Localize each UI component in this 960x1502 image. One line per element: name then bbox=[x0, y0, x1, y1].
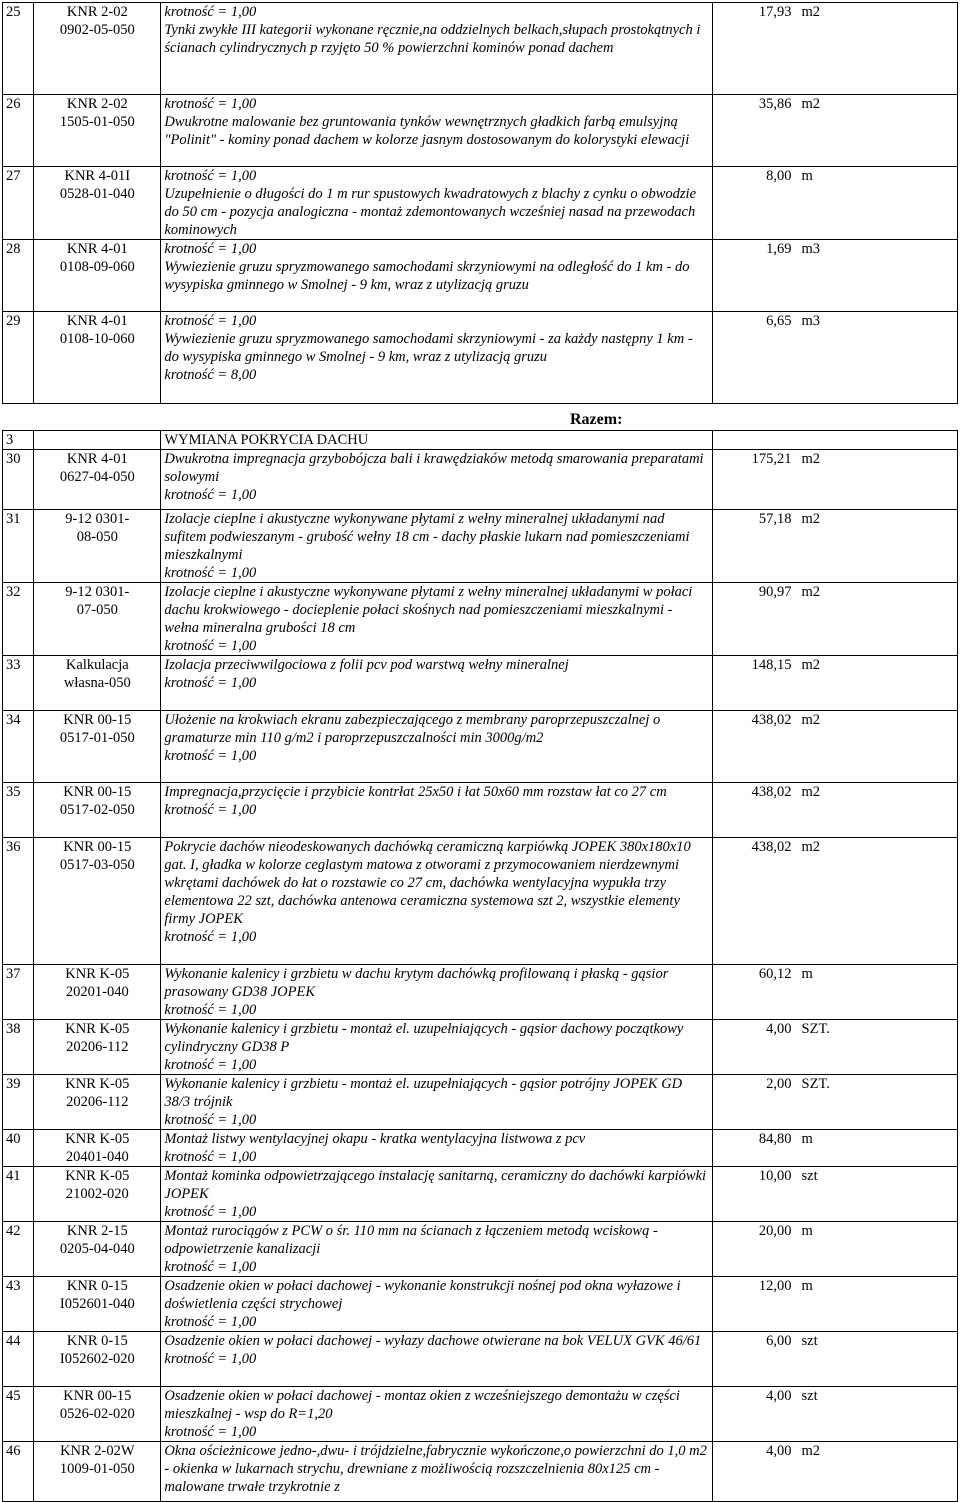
description bbox=[161, 1075, 712, 1130]
description-line: krotność = 1,00 bbox=[164, 168, 257, 184]
row-number: 39 bbox=[3, 1075, 34, 1130]
code-line: 20206-112 bbox=[66, 1094, 129, 1110]
unit: m bbox=[801, 1223, 813, 1239]
code-line: 20401-040 bbox=[65, 1149, 129, 1165]
quantity-cell bbox=[712, 510, 957, 583]
row-number: 41 bbox=[3, 1167, 34, 1222]
code-line: 07-050 bbox=[76, 602, 118, 618]
quantity-wrap bbox=[716, 1277, 954, 1295]
section-title: WYMIANA POKRYCIA DACHU bbox=[161, 431, 712, 450]
code-line: 1009-01-050 bbox=[59, 1461, 135, 1477]
description bbox=[161, 1130, 712, 1167]
unit: SZT. bbox=[801, 1021, 830, 1037]
position-code bbox=[34, 1277, 161, 1332]
table-row bbox=[3, 167, 958, 240]
code-line: 20206-112 bbox=[66, 1039, 129, 1055]
code-line: 0526-02-020 bbox=[59, 1406, 135, 1422]
description-line: Osadzenie okien w połaci dachowej - montaz okien z wcześniejszego demontażu w części mieszkalnej - wsp do R=1,20 bbox=[164, 1388, 680, 1422]
quantity: 84,80 bbox=[758, 1131, 792, 1147]
description-line: krotność = 1,00 bbox=[164, 1002, 257, 1018]
table-row bbox=[3, 1442, 958, 1502]
code-line: KNR 4-01 bbox=[66, 451, 128, 467]
table-row bbox=[3, 3, 958, 95]
razem-label: Razem: bbox=[570, 411, 623, 428]
table-row bbox=[3, 510, 958, 583]
code-line: I052601-040 bbox=[59, 1296, 135, 1312]
row-number: 34 bbox=[3, 711, 34, 783]
description-line: Montaż listwy wentylacyjnej okapu - kratka wentylacyjna listwowa z pcv bbox=[164, 1131, 586, 1147]
position-code bbox=[34, 1222, 161, 1277]
code-line: KNR 00-15 bbox=[63, 839, 132, 855]
quantity: 438,02 bbox=[751, 839, 792, 855]
unit: m3 bbox=[801, 241, 821, 257]
description-line: krotność = 1,00 bbox=[164, 638, 257, 654]
unit: m bbox=[801, 1278, 813, 1294]
position-code bbox=[34, 783, 161, 838]
quantity: 8,00 bbox=[766, 168, 792, 184]
position-code bbox=[34, 450, 161, 510]
unit: m2 bbox=[801, 784, 821, 800]
position-code bbox=[34, 1332, 161, 1387]
description bbox=[161, 1167, 712, 1222]
code-line: 0902-05-050 bbox=[59, 22, 135, 38]
quantity-wrap bbox=[716, 656, 954, 674]
unit: m2 bbox=[801, 96, 821, 112]
code-line: 0517-02-050 bbox=[59, 802, 135, 818]
description bbox=[161, 240, 712, 312]
position-code bbox=[34, 1020, 161, 1075]
quantity: 10,00 bbox=[758, 1168, 792, 1184]
quantity-wrap bbox=[716, 1020, 954, 1038]
code-line: KNR K-05 bbox=[65, 1021, 130, 1037]
description-line: krotność = 1,00 bbox=[164, 1112, 257, 1128]
code-line: 0517-03-050 bbox=[59, 857, 135, 873]
quantity-wrap bbox=[716, 450, 954, 468]
row-number: 37 bbox=[3, 965, 34, 1020]
quantity-cell bbox=[712, 1442, 957, 1502]
quantity: 6,65 bbox=[766, 313, 792, 329]
unit: szt bbox=[801, 1168, 818, 1184]
row-number: 38 bbox=[3, 1020, 34, 1075]
quantity-cell bbox=[712, 783, 957, 838]
code-line: KNR 2-02 bbox=[66, 96, 128, 112]
code-line: KNR 00-15 bbox=[63, 1388, 132, 1404]
unit: m2 bbox=[801, 451, 821, 467]
description-line: Pokrycie dachów nieodeskowanych dachówką ceramiczną karpiówką JOPEK 380x180x10 gat. I, gładka w kolorze ceglastym matowa z otworami z przymocowaniem nierdzewnymi wkrętami dachówek do łat o rozstawie co 27 cm, dachówka wentylacyjna wypukła trzy elementowa 22 szt, dachówka antenowa ceramiczna systemowa szt 2, wszystkie elementy firmy JOPEK bbox=[164, 839, 691, 927]
table-row bbox=[3, 783, 958, 838]
quantity-wrap bbox=[716, 965, 954, 983]
quantity: 438,02 bbox=[751, 712, 792, 728]
code-line: KNR 0-15 bbox=[66, 1333, 128, 1349]
unit: m bbox=[801, 1131, 813, 1147]
code-line: 0205-04-040 bbox=[59, 1241, 135, 1257]
description-line: krotność = 1,00 bbox=[164, 1149, 257, 1165]
quantity-cell bbox=[712, 450, 957, 510]
description-line: krotność = 1,00 bbox=[164, 929, 257, 945]
quantity-wrap bbox=[716, 167, 954, 185]
quantity-cell bbox=[712, 1075, 957, 1130]
quantity-cell bbox=[712, 711, 957, 783]
quantity-cell bbox=[712, 1020, 957, 1075]
position-code bbox=[34, 312, 161, 404]
row-number: 29 bbox=[3, 312, 34, 404]
row-number: 32 bbox=[3, 583, 34, 656]
row-number: 46 bbox=[3, 1442, 34, 1502]
description-line: krotność = 1,00 bbox=[164, 1259, 257, 1275]
description-line: Impregnacja,przycięcie i przybicie kontrłat 25x50 i łat 50x60 mm rozstaw łat co 27 cm bbox=[164, 784, 667, 800]
quantity: 35,86 bbox=[758, 96, 792, 112]
unit: m2 bbox=[801, 511, 821, 527]
quantity-wrap bbox=[716, 240, 954, 258]
section-number: 3 bbox=[3, 431, 34, 450]
code-line: 0517-01-050 bbox=[59, 730, 135, 746]
code-line: Kalkulacja bbox=[65, 657, 129, 673]
roof-cost-table bbox=[2, 430, 958, 1502]
position-code bbox=[34, 3, 161, 95]
table-row bbox=[3, 240, 958, 312]
row-number: 30 bbox=[3, 450, 34, 510]
quantity-wrap bbox=[716, 711, 954, 729]
unit: m bbox=[801, 966, 813, 982]
description bbox=[161, 1442, 712, 1502]
quantity-cell bbox=[712, 3, 957, 95]
unit: m2 bbox=[801, 1443, 821, 1459]
description bbox=[161, 711, 712, 783]
description-line: Wykonanie kalenicy i grzbietu - montaż el. uzupełniających - gąsior potrójny JOPEK GD 38/3 trójnik bbox=[164, 1076, 683, 1110]
table-row bbox=[3, 656, 958, 711]
quantity-cell bbox=[712, 312, 957, 404]
description-line: krotność = 1,00 bbox=[164, 96, 257, 112]
code-line: 0528-01-040 bbox=[59, 186, 135, 202]
code-line: 0108-09-060 bbox=[59, 259, 135, 275]
description-line: Okna ościeżnicowe jedno-,dwu- i trójdzielne,fabrycznie wykończone,o powierzchni do 1,0 m2 - okienka w lukarnach strychu, drewniane z możliwością rozszczelnienia 80x125 cm - malowane trwałe trzykrotnie z bbox=[164, 1443, 707, 1495]
table-row bbox=[3, 450, 958, 510]
quantity: 2,00 bbox=[766, 1076, 792, 1092]
position-code bbox=[34, 965, 161, 1020]
quantity-cell bbox=[712, 1387, 957, 1442]
row-number: 31 bbox=[3, 510, 34, 583]
quantity-wrap bbox=[716, 510, 954, 528]
unit: m2 bbox=[801, 839, 821, 855]
table-row bbox=[3, 1277, 958, 1332]
quantity-wrap bbox=[716, 1130, 954, 1148]
quantity-cell bbox=[712, 95, 957, 167]
quantity-wrap bbox=[716, 1442, 954, 1460]
row-number: 43 bbox=[3, 1277, 34, 1332]
code-line: KNR 00-15 bbox=[63, 784, 132, 800]
table-row bbox=[3, 1075, 958, 1130]
description bbox=[161, 450, 712, 510]
position-code bbox=[34, 1442, 161, 1502]
row-number: 40 bbox=[3, 1130, 34, 1167]
description-line: Dwukrotne malowanie bez gruntowania tynków wewnętrznych gładkich farbą emulsyjną "Polinit" - kominy ponad dachem w kolorze jasnym dostosowanym do kolorystyki elewacji bbox=[164, 114, 690, 148]
description bbox=[161, 312, 712, 404]
description-line: krotność = 1,00 bbox=[164, 1351, 257, 1367]
quantity: 4,00 bbox=[766, 1388, 792, 1404]
quantity: 438,02 bbox=[751, 784, 792, 800]
table-row bbox=[3, 838, 958, 965]
description-line: krotność = 1,00 bbox=[164, 748, 257, 764]
code-line: KNR 2-02W bbox=[60, 1443, 135, 1459]
description-line: krotność = 1,00 bbox=[164, 4, 257, 20]
description-line: Osadzenie okien w połaci dachowej - wykonanie konstrukcji nośnej pod okna wyłazowe i doświetlenia części strychowej bbox=[164, 1278, 681, 1312]
code-line: 9-12 0301- bbox=[65, 511, 130, 527]
description-line: krotność = 1,00 bbox=[164, 565, 257, 581]
description bbox=[161, 1222, 712, 1277]
quantity-cell bbox=[712, 1222, 957, 1277]
quantity-wrap bbox=[716, 1387, 954, 1405]
quantity-wrap bbox=[716, 312, 954, 330]
row-number: 35 bbox=[3, 783, 34, 838]
unit: m bbox=[801, 168, 813, 184]
section-qty-cell bbox=[712, 431, 957, 450]
description-line: krotność = 1,00 bbox=[164, 313, 257, 329]
code-line: KNR 0-15 bbox=[66, 1278, 128, 1294]
quantity-wrap bbox=[716, 95, 954, 113]
section-code-cell bbox=[34, 431, 161, 450]
quantity-cell bbox=[712, 167, 957, 240]
quantity: 175,21 bbox=[751, 451, 792, 467]
description-line: Montaż kominka odpowietrzającego instalację sanitarną, ceramiczny do dachówki karpiówki JOPEK bbox=[164, 1168, 707, 1202]
top-cost-table bbox=[2, 2, 958, 404]
position-code bbox=[34, 711, 161, 783]
quantity-wrap bbox=[716, 3, 954, 21]
code-line: 0108-10-060 bbox=[59, 331, 135, 347]
description bbox=[161, 95, 712, 167]
description-line: Dwukrotna impregnacja grzybobójcza bali i krawędziaków metodą smarowania preparatami solowymi bbox=[164, 451, 704, 485]
description bbox=[161, 838, 712, 965]
unit: m2 bbox=[801, 4, 821, 20]
table-row bbox=[3, 1130, 958, 1167]
quantity-wrap bbox=[716, 1222, 954, 1240]
section-row bbox=[3, 431, 958, 450]
table-row bbox=[3, 312, 958, 404]
description-line: Montaż rurociągów z PCW o śr. 110 mm na ścianach z łączeniem metodą wciskową - odpowietrzenie kanalizacji bbox=[164, 1223, 658, 1257]
unit: szt bbox=[801, 1388, 818, 1404]
description-line: krotność = 1,00 bbox=[164, 675, 257, 691]
quantity-cell bbox=[712, 1332, 957, 1387]
table-row bbox=[3, 583, 958, 656]
code-line: KNR K-05 bbox=[65, 1168, 130, 1184]
position-code bbox=[34, 167, 161, 240]
quantity: 12,00 bbox=[758, 1278, 792, 1294]
unit: m2 bbox=[801, 657, 821, 673]
unit: m3 bbox=[801, 313, 821, 329]
row-number: 42 bbox=[3, 1222, 34, 1277]
position-code bbox=[34, 1130, 161, 1167]
quantity-cell bbox=[712, 838, 957, 965]
quantity: 90,97 bbox=[758, 584, 792, 600]
quantity: 4,00 bbox=[766, 1021, 792, 1037]
code-line: I052602-020 bbox=[59, 1351, 135, 1367]
row-number: 45 bbox=[3, 1387, 34, 1442]
description-line: Izolacja przeciwwilgociowa z folii pcv pod warstwą wełny mineralnej bbox=[164, 657, 569, 673]
quantity-wrap bbox=[716, 838, 954, 856]
position-code bbox=[34, 656, 161, 711]
description-line: krotność = 1,00 bbox=[164, 1424, 257, 1440]
position-code bbox=[34, 1387, 161, 1442]
row-number: 26 bbox=[3, 95, 34, 167]
description-line: krotność = 1,00 bbox=[164, 241, 257, 257]
quantity-cell bbox=[712, 1167, 957, 1222]
quantity: 20,00 bbox=[758, 1223, 792, 1239]
description-line: Wywiezienie gruzu spryzmowanego samochodami skrzyniowymi na odległość do 1 km - do wysypiska gminnego w Smolnej - 9 km, wraz z utylizacją gruzu bbox=[164, 259, 690, 293]
quantity-cell bbox=[712, 1277, 957, 1332]
code-line: 08-050 bbox=[76, 529, 118, 545]
code-line: 0627-04-050 bbox=[59, 469, 135, 485]
code-line: KNR K-05 bbox=[65, 966, 130, 982]
quantity: 60,12 bbox=[758, 966, 792, 982]
code-line: KNR K-05 bbox=[65, 1131, 130, 1147]
table-row bbox=[3, 1222, 958, 1277]
quantity-cell bbox=[712, 965, 957, 1020]
table-row bbox=[3, 95, 958, 167]
description-line: krotność = 8,00 bbox=[164, 367, 257, 383]
row-number: 25 bbox=[3, 3, 34, 95]
description bbox=[161, 783, 712, 838]
description-line: krotność = 1,00 bbox=[164, 1314, 257, 1330]
description bbox=[161, 3, 712, 95]
description-line: Osadzenie okien w połaci dachowej - wyłazy dachowe otwierane na bok VELUX GVK 46/61 bbox=[164, 1333, 702, 1349]
description-line: krotność = 1,00 bbox=[164, 1057, 257, 1073]
position-code bbox=[34, 1075, 161, 1130]
quantity-cell bbox=[712, 656, 957, 711]
quantity: 6,00 bbox=[766, 1333, 792, 1349]
code-line: własna-050 bbox=[63, 675, 131, 691]
position-code bbox=[34, 510, 161, 583]
description-line: Ułożenie na krokwiach ekranu zabezpieczającego z membrany paroprzepuszczalnej o gramaturze min 110 g/m2 i paroprzepuszczalności min 3000g/m2 bbox=[164, 712, 661, 746]
row-number: 27 bbox=[3, 167, 34, 240]
code-line: 20201-040 bbox=[65, 984, 129, 1000]
unit: m2 bbox=[801, 712, 821, 728]
table-row bbox=[3, 1387, 958, 1442]
description bbox=[161, 167, 712, 240]
quantity-cell bbox=[712, 240, 957, 312]
description-line: Wykonanie kalenicy i grzbietu w dachu krytym dachówką profilowaną i płaską - gąsior prasowany GD38 JOPEK bbox=[164, 966, 669, 1000]
description-line: Tynki zwykłe III kategorii wykonane ręcznie,na oddzielnych belkach,słupach prostokątnych i ścianach cylindrycznych p rzyjęto 50 % powierzchni kominów ponad dachem bbox=[164, 22, 701, 56]
position-code bbox=[34, 838, 161, 965]
quantity-wrap bbox=[716, 583, 954, 601]
code-line: 9-12 0301- bbox=[65, 584, 130, 600]
description bbox=[161, 656, 712, 711]
description-line: krotność = 1,00 bbox=[164, 802, 257, 818]
quantity-cell bbox=[712, 583, 957, 656]
quantity-wrap bbox=[716, 1167, 954, 1185]
description bbox=[161, 583, 712, 656]
description-line: krotność = 1,00 bbox=[164, 487, 257, 503]
table-row bbox=[3, 1020, 958, 1075]
row-number: 33 bbox=[3, 656, 34, 711]
code-line: KNR K-05 bbox=[65, 1076, 130, 1092]
code-line: KNR 00-15 bbox=[63, 712, 132, 728]
code-line: KNR 4-01 bbox=[66, 241, 128, 257]
description bbox=[161, 965, 712, 1020]
table-row bbox=[3, 711, 958, 783]
quantity: 17,93 bbox=[758, 4, 792, 20]
quantity-wrap bbox=[716, 783, 954, 801]
code-line: KNR 4-01I bbox=[64, 168, 131, 184]
position-code bbox=[34, 583, 161, 656]
quantity: 4,00 bbox=[766, 1443, 792, 1459]
row-number: 36 bbox=[3, 838, 34, 965]
code-line: 1505-01-050 bbox=[59, 114, 135, 130]
quantity-wrap bbox=[716, 1332, 954, 1350]
description bbox=[161, 1277, 712, 1332]
table-row bbox=[3, 1167, 958, 1222]
quantity: 1,69 bbox=[766, 241, 792, 257]
description-line: Wykonanie kalenicy i grzbietu - montaż el. uzupełniających - gąsior dachowy początkowy cylindryczny GD38 P bbox=[164, 1021, 684, 1055]
unit: SZT. bbox=[801, 1076, 830, 1092]
row-number: 28 bbox=[3, 240, 34, 312]
description-line: Izolacje cieplne i akustyczne wykonywane płytami z wełny mineralnej układanymi nad sufitem podwieszanym - grubość wełny 18 cm - dachy płaskie lukarn nad pomieszczeniami mieszkalnymi bbox=[164, 511, 690, 563]
description bbox=[161, 1332, 712, 1387]
code-line: 21002-020 bbox=[65, 1186, 129, 1202]
table-row bbox=[3, 965, 958, 1020]
description bbox=[161, 1387, 712, 1442]
table-row bbox=[3, 1332, 958, 1387]
quantity: 148,15 bbox=[751, 657, 792, 673]
row-number: 44 bbox=[3, 1332, 34, 1387]
quantity-wrap bbox=[716, 1075, 954, 1093]
quantity-cell bbox=[712, 1130, 957, 1167]
position-code bbox=[34, 1167, 161, 1222]
description bbox=[161, 1020, 712, 1075]
unit: m2 bbox=[801, 584, 821, 600]
description-line: Wywiezienie gruzu spryzmowanego samochodami skrzyniowymi - za każdy następny 1 km - do wysypiska gminnego w Smolnej - 9 km, wraz z utylizacją gruzu bbox=[164, 331, 693, 365]
code-line: KNR 2-02 bbox=[66, 4, 128, 20]
unit: szt bbox=[801, 1333, 818, 1349]
code-line: KNR 4-01 bbox=[66, 313, 128, 329]
position-code bbox=[34, 240, 161, 312]
description-line: krotność = 1,00 bbox=[164, 1204, 257, 1220]
description-line: Uzupełnienie o długości do 1 m rur spustowych kwadratowych z blachy z cynku o obwodzie do 50 cm - pozycja analogiczna - montaż zdemontowanych wcześniej nasad na przewodach kominowych bbox=[164, 186, 697, 238]
description bbox=[161, 510, 712, 583]
quantity: 57,18 bbox=[758, 511, 792, 527]
position-code bbox=[34, 95, 161, 167]
code-line: KNR 2-15 bbox=[66, 1223, 128, 1239]
description-line: Izolacje cieplne i akustyczne wykonywane płytami z wełny mineralnej układanymi w połaci dachu krokwiowego - docieplenie połaci skośnych nad pomieszczeniami mieszkalnymi - wełna mineralna grubości 18 cm bbox=[164, 584, 693, 636]
